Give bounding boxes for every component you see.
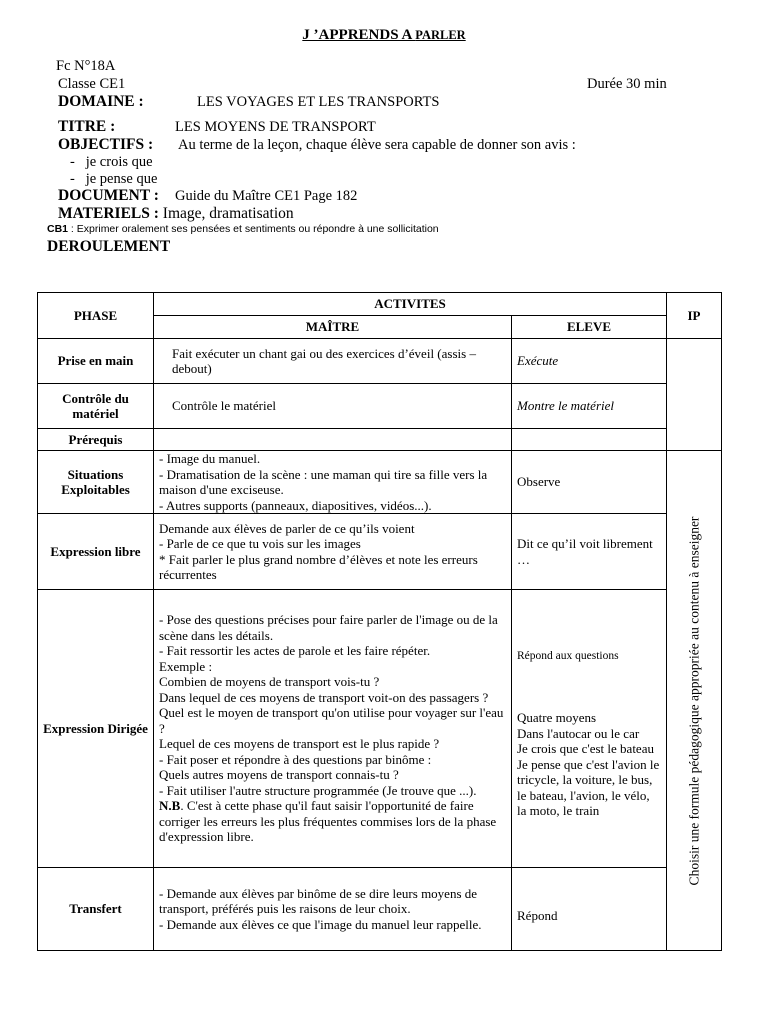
maitre-line: - Image du manuel. — [159, 451, 261, 466]
eleve-line: Exécute — [517, 353, 559, 369]
phase-cell: Expression libre — [38, 514, 154, 590]
table-row — [38, 339, 722, 384]
table-row — [38, 590, 722, 868]
maitre-line: Demande aux élèves de parler de ce qu’ils voient — [159, 520, 415, 536]
deroulement-heading: DEROULEMENT — [47, 238, 171, 255]
maitre-line: - Fait poser et répondre à des questions par binôme : — [159, 751, 432, 767]
objectif-item-text: je pense que — [85, 171, 158, 187]
objectifs-label: OBJECTIFS : — [58, 136, 154, 153]
maitre-cell — [154, 514, 512, 590]
maitre-line: - Fait utiliser l'autre structure programmée (Je trouve que ...). — [159, 782, 477, 798]
header-activites: ACTIVITES — [154, 293, 667, 316]
eleve-cell — [512, 339, 667, 384]
maitre-cell — [154, 451, 512, 514]
maitre-line: Quel est le moyen de transport qu'on utilise pour voyager sur l'eau ? — [159, 705, 504, 736]
table-row — [38, 384, 722, 429]
header-maitre: MAÎTRE — [154, 316, 512, 339]
table-row — [38, 514, 722, 590]
cb1-competence — [47, 223, 439, 235]
phase-cell: Transfert — [38, 868, 154, 951]
ip-cell — [667, 451, 722, 951]
eleve-line: Montre le matériel — [517, 398, 614, 414]
objectifs-value: Au terme de la leçon, chaque élève sera capable de donner son avis : — [178, 137, 576, 153]
phase-cell: Expression Dirigée — [38, 590, 154, 868]
maitre-line: Quels autres moyens de transport connais-tu ? — [159, 767, 399, 783]
domaine-value: LES VOYAGES ET LES TRANSPORTS — [197, 94, 440, 110]
eleve-line: Je crois que c'est le bateau — [517, 741, 654, 756]
eleve-cell — [512, 384, 667, 429]
titre-value: LES MOYENS DE TRANSPORT — [175, 119, 376, 135]
objectif-item-text: je crois que — [85, 154, 153, 170]
maitre-line: - Autres supports (panneaux, diapositives, vidéos...). — [159, 497, 432, 513]
maitre-line: - Demande aux élèves ce que l'image du manuel leur rappelle. — [159, 916, 482, 932]
titre-label: TITRE : — [58, 118, 116, 135]
maitre-cell — [154, 384, 512, 429]
table-row — [38, 451, 722, 514]
document-value: Guide du Maître CE1 Page 182 — [175, 188, 358, 204]
maitre-line: Combien de moyens de transport vois-tu ? — [159, 674, 380, 690]
title-main: J ’APPRENDS A — [302, 27, 416, 43]
phase-cell: Prérequis — [38, 429, 154, 451]
page-title — [0, 27, 768, 44]
eleve-line: Dit ce qu’il voit librement — [517, 536, 653, 551]
maitre-line: Dans lequel de ces moyens de transport voit-on des passagers ? — [159, 689, 489, 705]
objectif-item: - je pense que — [70, 171, 158, 187]
maitre-line: Lequel de ces moyens de transport est le plus rapide ? — [159, 736, 440, 752]
maitre-line: Exemple : — [159, 658, 213, 674]
maitre-line: - Demande aux élèves par binôme de se dire leurs moyens de transport, préférés puis les raisons de leur choix. — [159, 885, 478, 917]
maitre-line: * Fait parler le plus grand nombre d’élèves et note les erreurs récurrentes — [159, 551, 478, 582]
objectif-item: - je crois que — [70, 154, 153, 170]
phase-cell: Situations Exploitables — [38, 451, 154, 514]
eleve-cell — [512, 590, 667, 868]
fiche-number: Fc N°18A — [56, 58, 116, 74]
header-ip: IP — [667, 293, 722, 339]
table-row — [38, 429, 722, 451]
maitre-line: Contrôle le matériel — [172, 398, 276, 414]
title-parler: PARLER — [415, 28, 466, 42]
phase-cell: Prise en main — [38, 339, 154, 384]
nb-note — [159, 798, 506, 845]
maitre-cell — [154, 868, 512, 951]
header-eleve: ELEVE — [512, 316, 667, 339]
cb1-label: CB1 — [47, 223, 69, 235]
eleve-small-line: Répond aux questions — [517, 649, 619, 662]
nb-text: . C'est à cette phase qu'il faut saisir l'opportunité de faire corriger les erreurs les plus fréquentes commises lors de la phase d'expression libre. — [159, 798, 497, 845]
ip-vertical-text: Choisir une formule pédagogique appropriée au contenu à enseigner — [686, 516, 702, 885]
lesson-table — [37, 292, 722, 951]
materiels-label: MATERIELS : — [58, 205, 159, 222]
ip-cell-empty — [667, 339, 722, 451]
maitre-line: - Parle de ce que tu vois sur les images — [159, 536, 361, 551]
materiels-value: Image, dramatisation — [162, 205, 294, 222]
maitre-line: - Dramatisation de la scène : une maman qui tire sa fille vers la maison d'une exciseuse. — [159, 466, 488, 497]
maitre-cell — [154, 429, 512, 451]
eleve-cell — [512, 451, 667, 514]
eleve-line: Répond — [517, 908, 558, 924]
eleve-line: … — [517, 551, 530, 567]
duree: Durée 30 min — [587, 76, 667, 92]
maitre-cell — [154, 590, 512, 868]
eleve-cell — [512, 514, 667, 590]
eleve-line: Je pense que c'est l'avion le tricycle, la voiture, le bus, le bateau, l'avion, le vélo, la moto, le train — [517, 756, 660, 818]
materiels — [58, 205, 294, 223]
eleve-line: Dans l'autocar ou le car — [517, 725, 640, 741]
eleve-line: Quatre moyens — [517, 710, 597, 725]
nb-label: N.B — [159, 798, 181, 814]
classe: Classe CE1 — [58, 76, 126, 92]
maitre-cell — [154, 339, 512, 384]
header-phase: PHASE — [38, 293, 154, 339]
table-row — [38, 868, 722, 951]
phase-cell: Contrôle du matériel — [38, 384, 154, 429]
eleve-cell — [512, 868, 667, 951]
cb1-value: : Exprimer oralement ses pensées et sentiments ou répondre à une sollicitation — [68, 223, 439, 235]
eleve-line: Observe — [517, 474, 561, 490]
document-label: DOCUMENT : — [58, 187, 159, 204]
maitre-line: Fait exécuter un chant gai ou des exercices d’éveil (assis – debout) — [172, 345, 476, 376]
maitre-line: - Pose des questions précises pour faire parler de l'image ou de la scène dans les détails. — [159, 612, 498, 643]
eleve-cell — [512, 429, 667, 451]
maitre-line: - Fait ressortir les actes de parole et les faire répéter. — [159, 643, 431, 659]
domaine-label: DOMAINE : — [58, 93, 144, 110]
